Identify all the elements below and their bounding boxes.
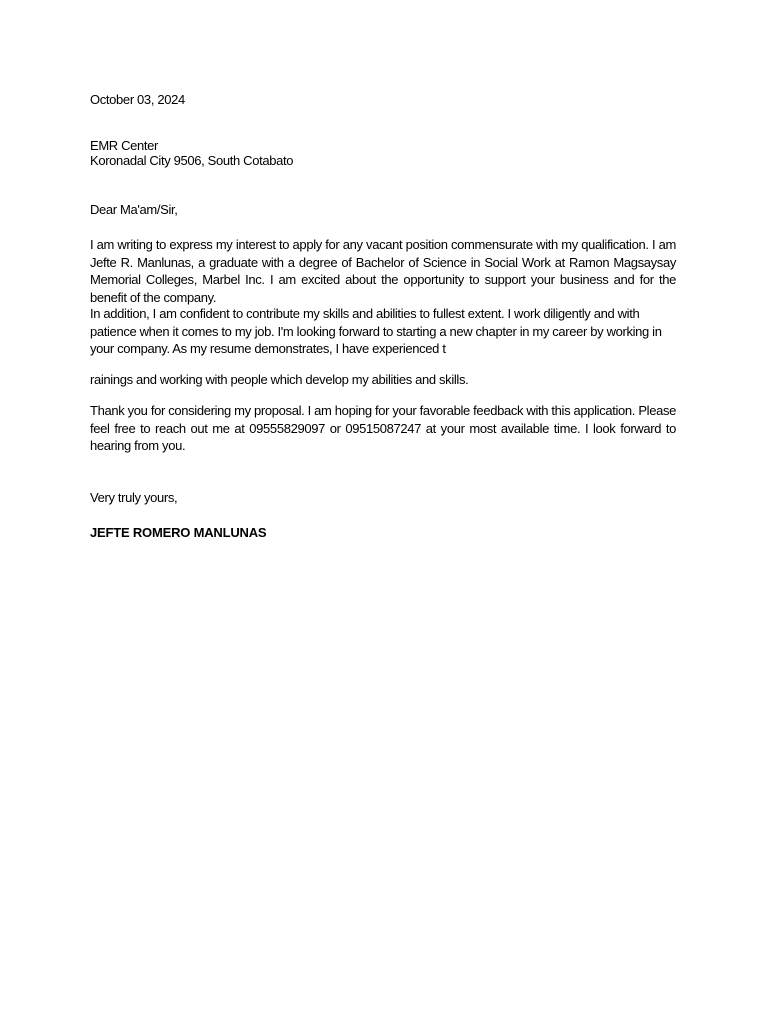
- body-paragraph-skills: In addition, I am confident to contribute my skills and abilities to fullest extent. I work diligently and with patience when it comes to my job. I'm looking forward to starting a new chapter in my career by working in your company. As my resume demonstrates, I have experienced t: [90, 306, 662, 356]
- recipient-address: Koronadal City 9506, South Cotabato: [90, 153, 294, 168]
- body-paragraph-thanks: Thank you for considering my proposal. I am hoping for your favorable feedback with this application. Please feel free to reach out me at 09555829097 or 09515087247 at your most available time. I look forward to hearing from you.: [90, 403, 676, 453]
- recipient-name: EMR Center: [90, 138, 159, 153]
- closing: Very truly yours,: [90, 490, 178, 505]
- signature-name: JEFTE ROMERO MANLUNAS: [90, 525, 267, 540]
- letter-date: October 03, 2024: [90, 92, 185, 107]
- body-paragraph-intro: I am writing to express my interest to apply for any vacant position commensurate with my qualification. I am Jefte R. Manlunas, a graduate with a degree of Bachelor of Science in Social Work at Ramon Magsaysay Memorial Colleges, Marbel Inc. I am excited about the opportunity to support your business and for the benefit of the company.: [90, 237, 676, 305]
- body-paragraph-trainings: rainings and working with people which develop my abilities and skills.: [90, 372, 469, 387]
- salutation: Dear Ma'am/Sir,: [90, 202, 178, 217]
